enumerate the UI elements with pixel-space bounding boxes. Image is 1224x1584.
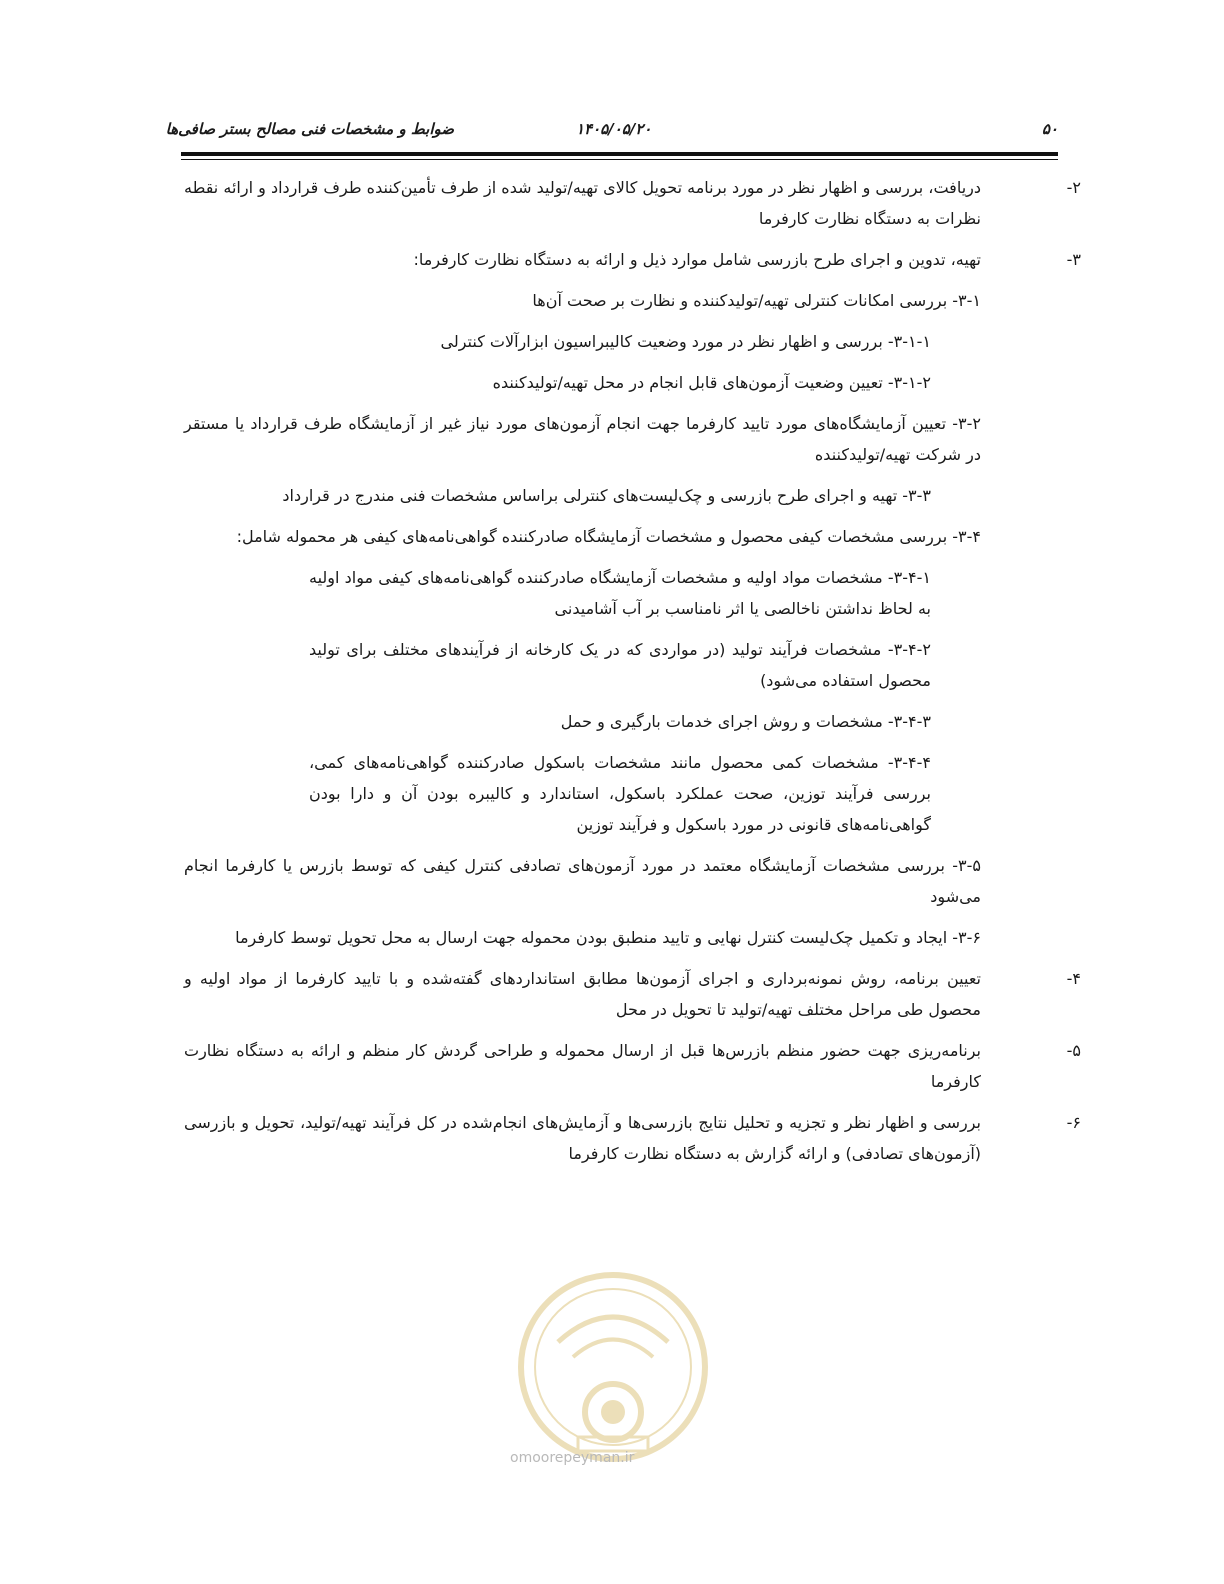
- item-number: ۶-: [1066, 1113, 1081, 1132]
- item-number: ۲-: [1066, 178, 1081, 197]
- subitem-3-2: ۳-۲- تعیین آزمایشگاه‌های مورد تایید کارفرما جهت انجام آزمون‌های مورد نیاز غیر از آزمایشگاه طرف قرارداد یا مستقر در شرکت تهیه/تولیدکننده: [184, 414, 981, 464]
- item-text: تهیه، تدوین و اجرای طرح بازرسی شامل موارد ذیل و ارائه به دستگاه نظارت کارفرما:: [413, 250, 981, 269]
- list-item-3: [184, 244, 1081, 275]
- item-number: ۴-: [1066, 969, 1081, 988]
- item-text: بررسی و اظهار نظر و تجزیه و تحلیل نتایج بازرسی‌ها و آزمایش‌های انجام‌شده در کل فرآیند تهیه/تولید، تحویل و بازرسی (آزمون‌های تصادفی) و ارائه گزارش به دستگاه نظارت کارفرما: [184, 1113, 981, 1163]
- item-number: ۳-: [1066, 250, 1081, 269]
- header-date: ۱۴۰۵/۰۵/۲۰: [576, 120, 652, 138]
- watermark-logo: [498, 1262, 728, 1507]
- list-item-6: [184, 1107, 1081, 1169]
- header-rule-thick: [181, 152, 1058, 156]
- item-text: دریافت، بررسی و اظهار نظر در مورد برنامه تحویل کالای تهیه/تولید شده از طرف تأمین‌کننده طرف قرارداد و ارائه نقطه نظرات به دستگاه نظارت کارفرما: [184, 178, 981, 228]
- subitem-3-4-4: ۳-۴-۴- مشخصات کمی محصول مانند مشخصات باسکول صادرکننده گواهی‌نامه‌های کمی، بررسی فرآیند توزین، صحت عملکرد باسکول، استاندارد و کالیبره بودن آن و دارا بودن گواهی‌نامه‌های قانونی در مورد باسکول و فرآیند توزین: [309, 753, 931, 834]
- subitem-3-1-2: ۳-۱-۲- تعیین وضعیت آزمون‌های قابل انجام در محل تهیه/تولیدکننده: [492, 373, 931, 392]
- list-item-2: [184, 172, 1081, 234]
- header-rule-thin: [181, 159, 1058, 160]
- page-number: ۵۰: [1041, 120, 1058, 138]
- subitem-3-1: ۳-۱- بررسی امکانات کنترلی تهیه/تولیدکننده و نظارت بر صحت آن‌ها: [532, 291, 981, 310]
- item-text: تعیین برنامه، روش نمونه‌برداری و اجرای آزمون‌ها مطابق استانداردهای گفته‌شده و با تایید کارفرما از مواد اولیه و محصول طی مراحل مختلف تهیه/تولید تا تحویل در محل: [184, 969, 981, 1019]
- subitem-3-4: ۳-۴- بررسی مشخصات کیفی محصول و مشخصات آزمایشگاه صادرکننده گواهی‌نامه‌های کیفی هر محموله شامل:: [236, 527, 981, 546]
- subitem-3-1-1: ۳-۱-۱- بررسی و اظهار نظر در مورد وضعیت کالیبراسیون ابزارآلات کنترلی: [440, 332, 931, 351]
- list-item-5: [184, 1035, 1081, 1097]
- subitem-3-4-1: ۳-۴-۱- مشخصات مواد اولیه و مشخصات آزمایشگاه صادرکننده گواهی‌نامه‌های کیفی مواد اولیه به لحاظ نداشتن ناخالصی یا اثر نامناسب بر آب آشامیدنی: [309, 568, 931, 618]
- list-item-4: [184, 963, 1081, 1025]
- subitem-3-3: ۳-۳- تهیه و اجرای طرح بازرسی و چک‌لیست‌های کنترلی براساس مشخصات فنی مندرج در قرارداد: [282, 486, 931, 505]
- item-number: ۵-: [1066, 1041, 1081, 1060]
- subitem-3-4-2: ۳-۴-۲- مشخصات فرآیند تولید (در مواردی که در یک کارخانه از فرآیندهای مختلف برای تولید محصول استفاده می‌شود): [309, 640, 931, 690]
- subitem-3-5: ۳-۵- بررسی مشخصات آزمایشگاه معتمد در مورد آزمون‌های تصادفی کنترل کیفی که توسط بازرس یا کارفرما انجام می‌شود: [184, 856, 981, 906]
- subitem-3-6: ۳-۶- ایجاد و تکمیل چک‌لیست کنترل نهایی و تایید منطبق بودن محموله جهت ارسال به محل تحویل توسط کارفرما: [235, 928, 981, 947]
- header-title: ضوابط و مشخصات فنی مصالح بستر صافی‌ها: [165, 120, 454, 138]
- document-body: [184, 172, 1081, 1179]
- item-text: برنامه‌ریزی جهت حضور منظم بازرس‌ها قبل از ارسال محموله و طراحی گردش کار منظم و ارائه به دستگاه نظارت کارفرما: [184, 1041, 981, 1091]
- page-header: [165, 120, 1058, 142]
- subitem-3-4-3: ۳-۴-۳- مشخصات و روش اجرای خدمات بارگیری و حمل: [560, 712, 931, 731]
- watermark-site: omoorepeyman.ir: [510, 1450, 635, 1466]
